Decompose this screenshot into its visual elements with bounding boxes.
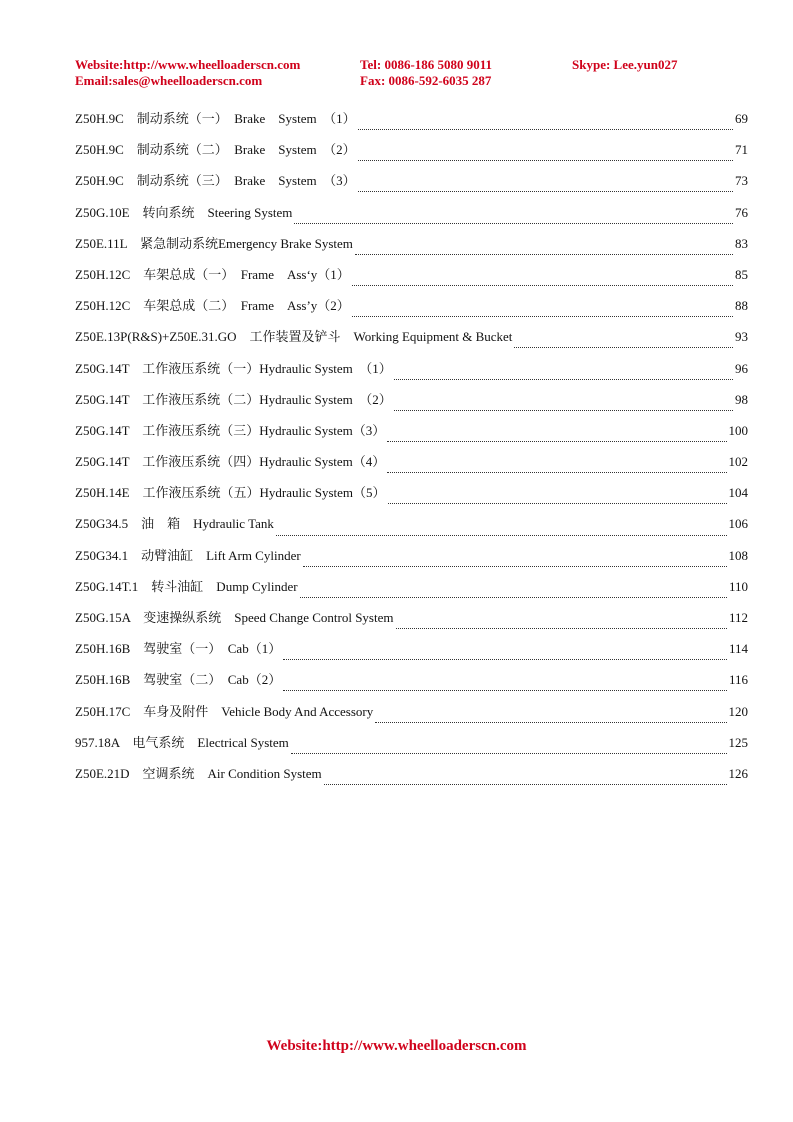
toc-entry-page: 71 xyxy=(735,142,748,158)
toc-entry-page: 88 xyxy=(735,298,748,314)
toc-leader-dots xyxy=(352,316,733,317)
header-skype: Skype: Lee.yun027 xyxy=(572,57,678,72)
toc-leader-dots xyxy=(388,503,727,504)
toc-entry-page: 93 xyxy=(735,329,748,345)
toc-leader-dots xyxy=(375,722,726,723)
toc-leader-dots xyxy=(291,753,727,754)
toc-leader-dots xyxy=(303,566,727,567)
toc-entry-page: 106 xyxy=(728,516,748,532)
toc-entry[interactable] xyxy=(75,733,748,764)
toc-entry-title: Z50H.17C 车身及附件 Vehicle Body And Accessory xyxy=(75,703,374,719)
toc-entry-title: Z50H.9C 制动系统（三） Brake System （3） xyxy=(75,173,356,189)
toc-entry-page: 108 xyxy=(728,547,748,563)
toc-entry-page: 73 xyxy=(735,173,748,189)
header-tel: Tel: 0086-186 5080 9011 xyxy=(360,57,493,72)
toc-entry[interactable] xyxy=(75,452,748,483)
toc-leader-dots xyxy=(300,597,727,598)
toc-leader-dots xyxy=(276,535,727,536)
toc-entry-page: 100 xyxy=(728,422,748,438)
toc-entry-page: 126 xyxy=(728,765,748,781)
toc-entry-title: Z50G.10E 转向系统 Steering System xyxy=(75,204,293,220)
toc-entry-title: Z50G.14T 工作液压系统（三）Hydraulic System（3） xyxy=(75,422,386,438)
toc-leader-dots xyxy=(283,690,727,691)
header-right xyxy=(572,57,677,73)
toc-entry[interactable] xyxy=(75,546,748,577)
toc-entry-page: 69 xyxy=(735,111,748,126)
toc-entry-title: Z50H.12C 车架总成（一） Frame Ass‘y（1） xyxy=(75,266,350,282)
toc-entry-title: Z50G34.1 动臂油缸 Lift Arm Cylinder xyxy=(75,547,301,563)
toc-entry[interactable] xyxy=(75,327,748,358)
toc-leader-dots xyxy=(394,379,733,380)
toc-leader-dots xyxy=(294,223,733,224)
table-of-contents xyxy=(75,109,748,795)
toc-entry-title: 957.18A 电气系统 Electrical System xyxy=(75,734,289,750)
toc-entry-title: Z50G.15A 变速操纵系统 Speed Change Control System xyxy=(75,610,394,625)
toc-entry-title: Z50G.14T.1 转斗油缸 Dump Cylinder xyxy=(75,578,298,594)
toc-leader-dots xyxy=(387,441,726,442)
toc-leader-dots xyxy=(514,347,733,348)
toc-leader-dots xyxy=(358,191,733,192)
toc-entry-title: Z50H.16B 驾驶室（一） Cab（1） xyxy=(75,641,282,657)
toc-entry-page: 104 xyxy=(728,485,748,501)
toc-entry-title: Z50G34.5 油 箱 Hydraulic Tank xyxy=(75,516,274,532)
header-website[interactable]: Website:http://www.wheelloaderscn.com xyxy=(75,57,301,72)
toc-leader-dots xyxy=(324,784,727,785)
toc-entry[interactable] xyxy=(75,514,748,545)
toc-entry-page: 110 xyxy=(728,578,748,594)
toc-leader-dots xyxy=(283,659,727,660)
header-fax: Fax: 0086-592-6035 287 xyxy=(360,73,492,88)
toc-entry[interactable] xyxy=(75,109,748,140)
toc-entry-page: 96 xyxy=(735,360,748,376)
toc-leader-dots xyxy=(396,628,727,629)
footer-website[interactable]: Website:http://www.wheelloaderscn.com xyxy=(266,1038,527,1054)
toc-entry[interactable] xyxy=(75,639,748,670)
toc-entry[interactable] xyxy=(75,203,748,234)
toc-entry-title: Z50H.9C 制动系统（二） Brake System （2） xyxy=(75,142,356,158)
toc-entry-title: Z50H.12C 车架总成（二） Frame Ass’y（2） xyxy=(75,298,350,314)
header-middle xyxy=(360,57,492,89)
toc-entry[interactable] xyxy=(75,483,748,514)
toc-entry-page: 85 xyxy=(735,266,748,282)
toc-entry-title: Z50G.14T 工作液压系统（一）Hydraulic System （1） xyxy=(75,360,392,376)
toc-entry[interactable] xyxy=(75,608,748,639)
toc-entry[interactable] xyxy=(75,702,748,733)
toc-leader-dots xyxy=(355,254,733,255)
toc-leader-dots xyxy=(394,410,733,411)
toc-entry[interactable] xyxy=(75,234,748,265)
toc-entry-page: 120 xyxy=(728,703,748,719)
header-email[interactable]: Email:sales@wheelloaderscn.com xyxy=(75,73,263,88)
toc-leader-dots xyxy=(352,285,733,286)
toc-entry-page: 112 xyxy=(728,610,748,625)
toc-leader-dots xyxy=(387,472,726,473)
toc-entry-page: 116 xyxy=(728,672,748,688)
toc-entry-title: Z50H.14E 工作液压系统（五）Hydraulic System（5） xyxy=(75,485,386,501)
toc-entry-page: 83 xyxy=(735,235,748,251)
toc-entry-title: Z50H.16B 驾驶室（二） Cab（2） xyxy=(75,672,282,688)
toc-leader-dots xyxy=(358,160,733,161)
toc-entry-page: 98 xyxy=(735,391,748,407)
toc-entry[interactable] xyxy=(75,296,748,327)
toc-entry-page: 114 xyxy=(728,641,748,657)
toc-entry-title: Z50G.14T 工作液压系统（二）Hydraulic System （2） xyxy=(75,391,392,407)
toc-entry[interactable] xyxy=(75,140,748,171)
toc-entry-title: Z50E.13P(R&S)+Z50E.31.GO 工作装置及铲斗 Working Equipment & Bucket xyxy=(75,329,513,345)
header-left xyxy=(75,57,300,89)
toc-entry-title: Z50G.14T 工作液压系统（四）Hydraulic System（4） xyxy=(75,454,386,470)
toc-entry-title: Z50H.9C 制动系统（一） Brake System （1） xyxy=(75,111,356,126)
toc-entry-title: Z50E.21D 空调系统 Air Condition System xyxy=(75,765,322,781)
toc-leader-dots xyxy=(358,129,733,130)
toc-entry[interactable] xyxy=(75,670,748,701)
toc-entry-page: 102 xyxy=(728,454,748,470)
toc-entry-page: 76 xyxy=(735,204,748,220)
toc-entry[interactable] xyxy=(75,171,748,202)
toc-entry-title: Z50E.11L 紧急制动系统Emergency Brake System xyxy=(75,235,353,251)
toc-entry[interactable] xyxy=(75,359,748,390)
toc-entry[interactable] xyxy=(75,421,748,452)
toc-entry[interactable] xyxy=(75,764,748,795)
toc-entry[interactable] xyxy=(75,577,748,608)
toc-entry[interactable] xyxy=(75,265,748,296)
toc-entry[interactable] xyxy=(75,390,748,421)
toc-entry-page: 125 xyxy=(728,734,748,750)
